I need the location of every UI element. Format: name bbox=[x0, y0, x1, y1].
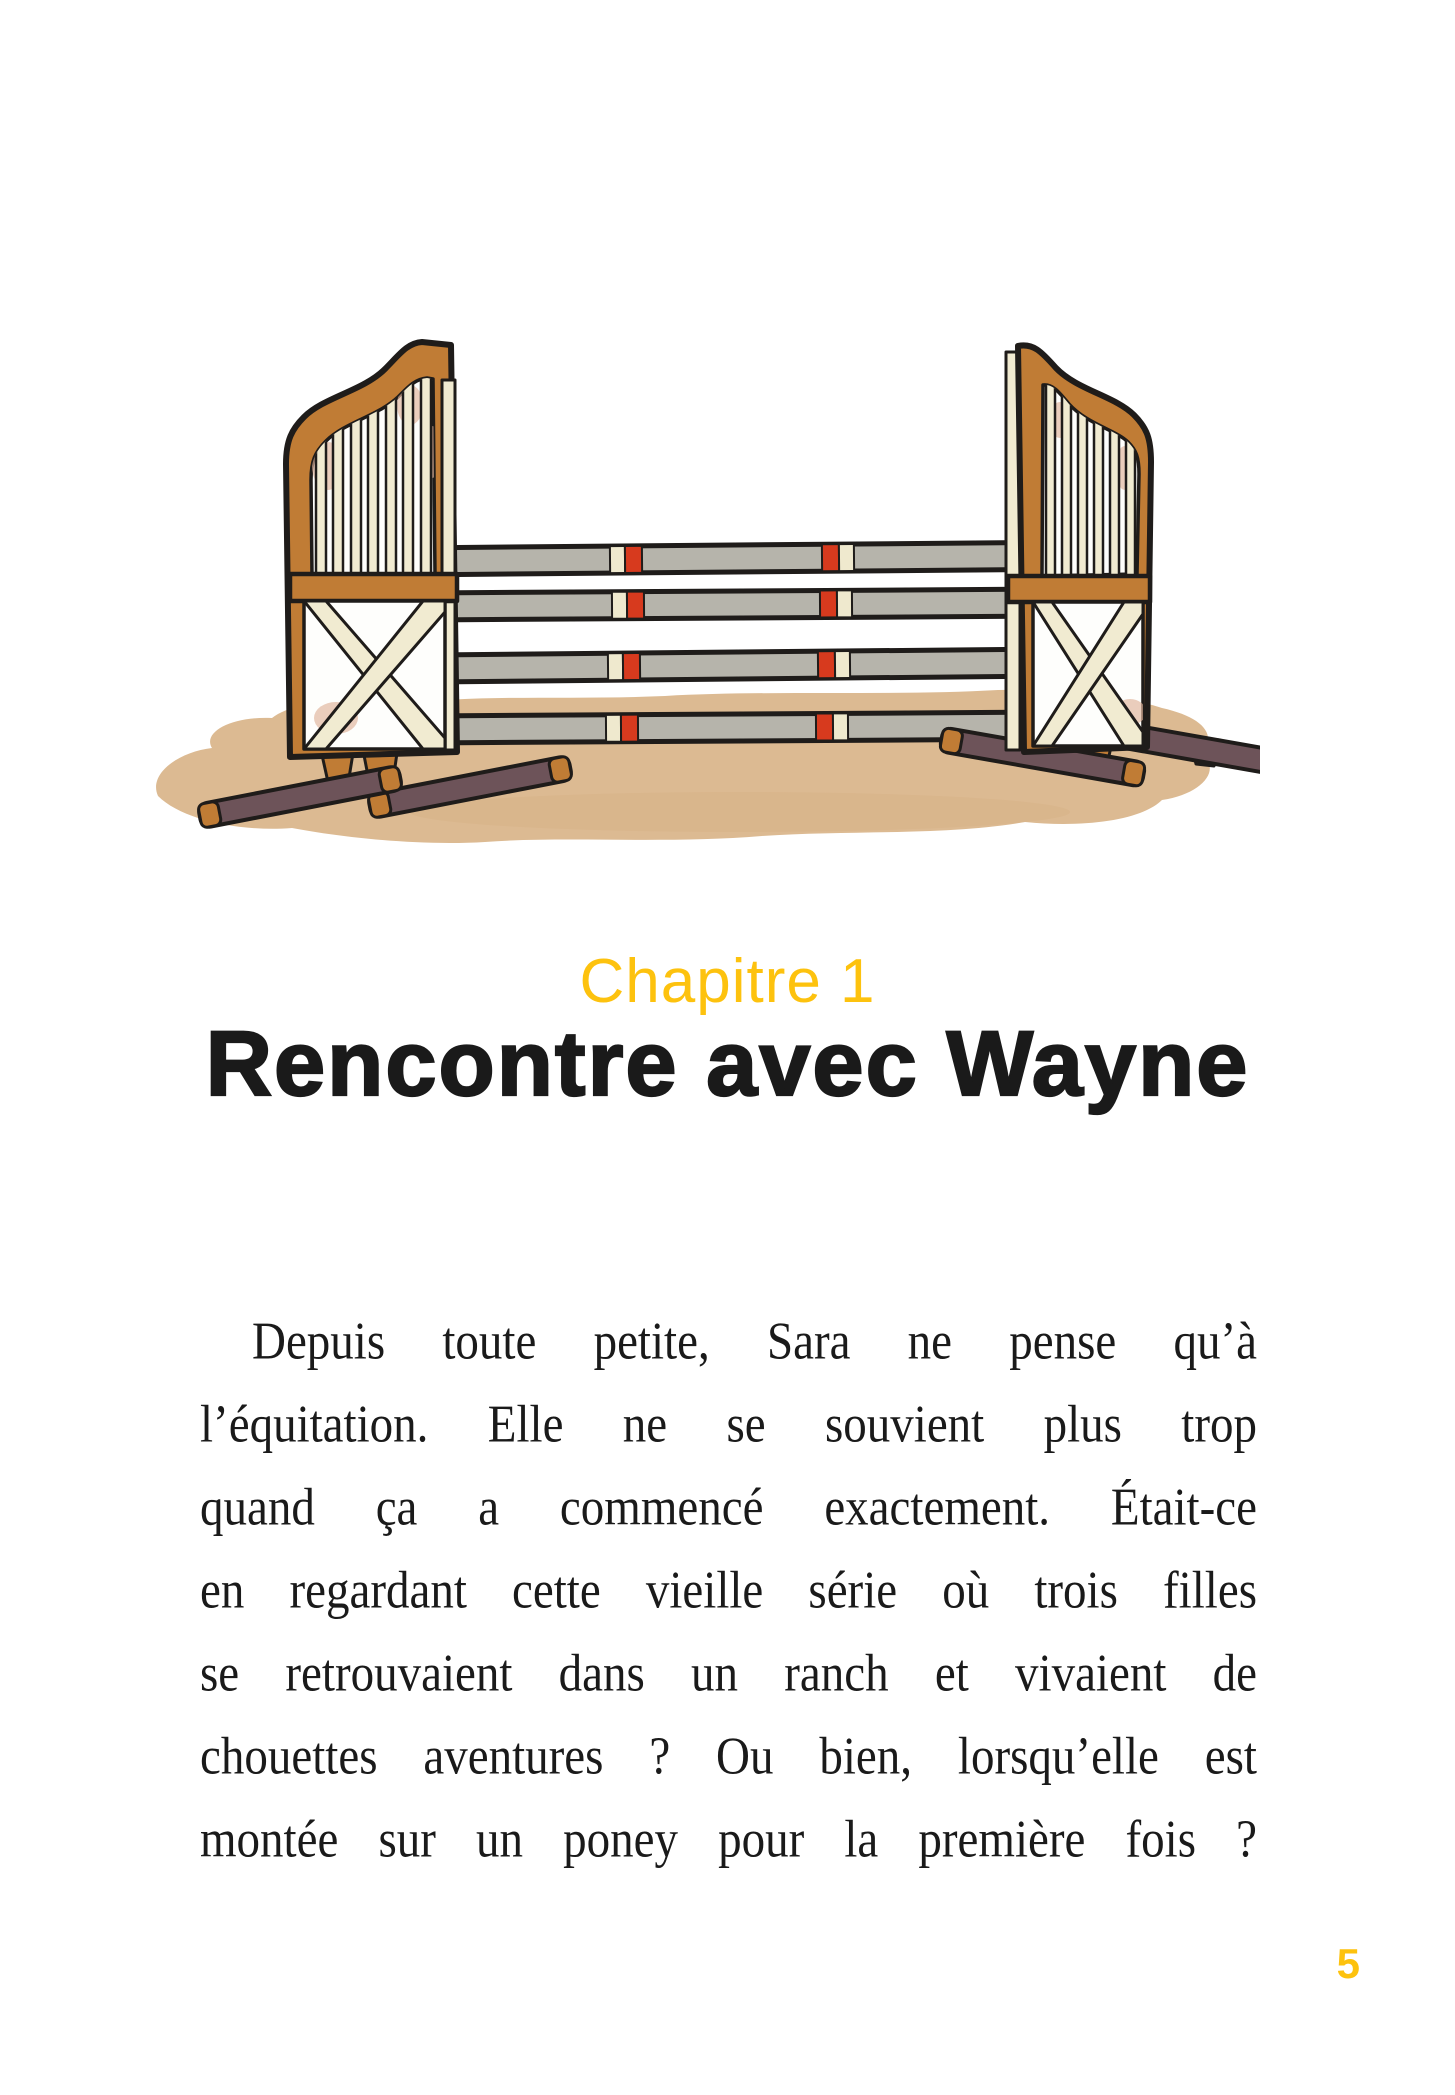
body-line: chouettes aventures ? Ou bien, lorsqu’elle est bbox=[200, 1727, 1257, 1786]
chapter-label: Chapitre 1 bbox=[579, 947, 876, 1016]
body-line: l’équitation. Elle ne se souvient plus trop bbox=[200, 1395, 1257, 1454]
page-number: 5 bbox=[1336, 1940, 1360, 1987]
left-wing-standard bbox=[286, 342, 457, 757]
body-line: montée sur un poney pour la première fois ? bbox=[200, 1810, 1257, 1869]
body-line: Depuis toute petite, Sara ne pense qu’à bbox=[252, 1312, 1257, 1371]
chapter-title: Rencontre avec Wayne bbox=[205, 1013, 1250, 1115]
right-wing-standard bbox=[1006, 345, 1151, 752]
body-line: en regardant cette vieille série où trois filles bbox=[200, 1561, 1257, 1620]
body-line: se retrouvaient dans un ranch et vivaient de bbox=[200, 1644, 1257, 1703]
body-line: quand ça a commencé exactement. Était-ce bbox=[200, 1478, 1257, 1537]
show-jumping-fence-illustration bbox=[140, 240, 1260, 860]
body-paragraph bbox=[200, 1300, 1257, 1881]
